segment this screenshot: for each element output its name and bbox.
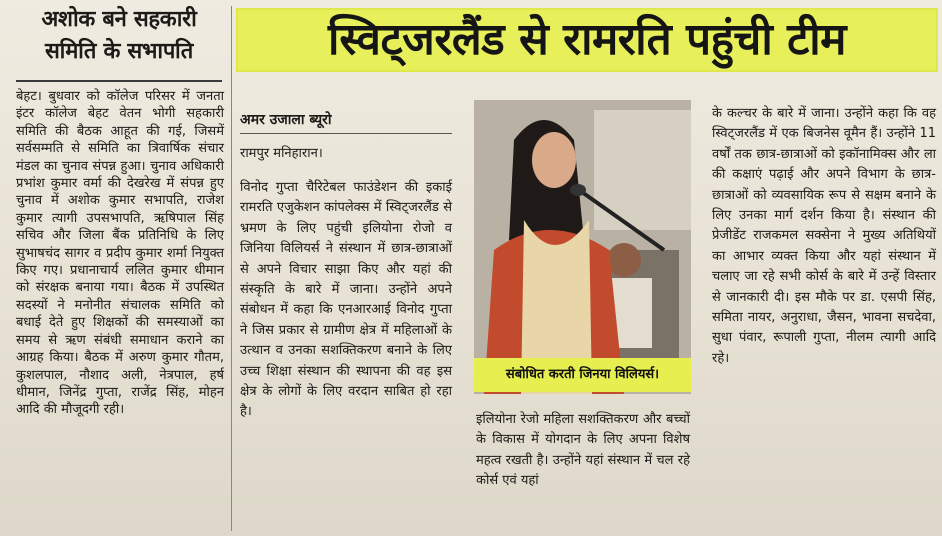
main-headline: स्विट्जरलैंड से रामरति पहुंची टीम [328, 14, 846, 65]
side-story-rule [16, 80, 222, 82]
side-story-headline: अशोक बने सहकारी समिति के सभापति [41, 7, 197, 64]
dateline: रामपुर मनिहारान। [240, 146, 323, 161]
side-story-body [16, 88, 224, 419]
byline-rule [240, 133, 452, 134]
main-column-3-text: के कल्चर के बारे में जाना। उन्होंने कहा कि वह स्विट्जरलैंड में एक बिजनेस वूमैन हैं। उन्होंने 11 वर्षों तक छात्र-छात्राओं को इकॉनामिक्स और ला की कक्षाएं पढ़ाई और अपने विभाग के छात्र-छात्राओं को व्यवसायिक रूप से सक्षम बनाने के लिए उनका मार्ग दर्शन किया है। संस्थान की प्रेजीडेंट राजकमल सक्सेना ने मुख्य अतिथियों का आभार व्यक्त किया और यहां संस्थान में चलाए जा रहे सभी कोर्स के बारे में उन्हें विस्तार से जानकारी दी। इस मौके पर डा. एसपी सिंह, समिता नायर, अनुराधा, जैसन, भावना सचदेवा, सुधा पंवार, रूपाली गुप्ता, नीलम त्यागी आदि रहे। [712, 106, 936, 366]
main-column-1 [240, 178, 452, 423]
main-column-3 [712, 104, 936, 369]
photo-illustration [474, 100, 691, 394]
main-column-1-text: विनोद गुप्ता चैरिटेबल फाउंडेशन की इकाई रामरति एजुकेशन कांपलेक्स में स्विट्जरलैंड से भ्रमण के लिए पहुंची इलियोना रोजो व जिनिया विलियर्स ने संस्थान में छात्र-छात्राओं से अपने विचार साझा किए और यहां की संस्कृति के बारे में जाना। उन्होंने अपने संबोधन में कहा कि एनआरआई विनोद गुप्ता ने जिस प्रकार से ग्रामीण क्षेत्र में महिलाओं के उत्थान व उनका सशक्तिकरण बनाने के लिए उच्च शिक्षा संस्थान की स्थापना की वह इस क्षेत्र के लोगों के लिए वरदान साबित हो रहा है। [240, 180, 452, 420]
main-column-2 [476, 410, 690, 492]
byline: अमर उजाला ब्यूरो [240, 112, 332, 128]
column-divider [231, 6, 232, 531]
main-column-2-text: इलियोना रेजो महिला सशक्तिकरण और बच्चों के विकास में योगदान के लिए अपना विशेष महत्व रखती है। उन्होंने यहां संस्थान में चल रहे कोर्स एवं यहां [476, 412, 690, 489]
photo-caption: संबोधित करती जिनया विलियर्स। [474, 358, 691, 392]
side-story-text: बेहट। बुधवार को कॉलेज परिसर में जनता इंटर कॉलेज बेहट वेतन भोगी सहकारी समिति की बैठक आहूत की गई, जिसमें सर्वसम्मति से समिति का त्रिवार्षिक संचार मंडल का चुनाव संपन्न हुआ। चुनाव अधिकारी प्रभांश कुमार वर्मा की देखरेख में संपन्न हुए चुनाव में अशोक कुमार सभापति, राजेश कुमार त्यागी उपसभापति, ऋषिपाल सिंह सचिव और जिला बैंक प्रतिनिधि के लिए सुभाषचंद सागर व प्रदीप कुमार शर्मा नियुक्त किए गए। प्रधानाचार्य ललित कुमार धीमान को संरक्षक बनाया गया। बैठक में उपस्थित सदस्यों ने मनोनीत संचालक समिति को बधाई देते हुए शिक्षकों की समस्याओं का समय से ऋण संबंधी समाधान कराने का आग्रह किया। बैठक में अरुण कुमार गौतम, कुशलपाल, नौशाद अली, नेत्रपाल, हर्ष धीमान, जिनेंद्र गुप्ता, राजेंद्र सिंह, मोहन आदि की मौजूदगी रही। [16, 89, 224, 418]
story-photo [474, 100, 691, 394]
